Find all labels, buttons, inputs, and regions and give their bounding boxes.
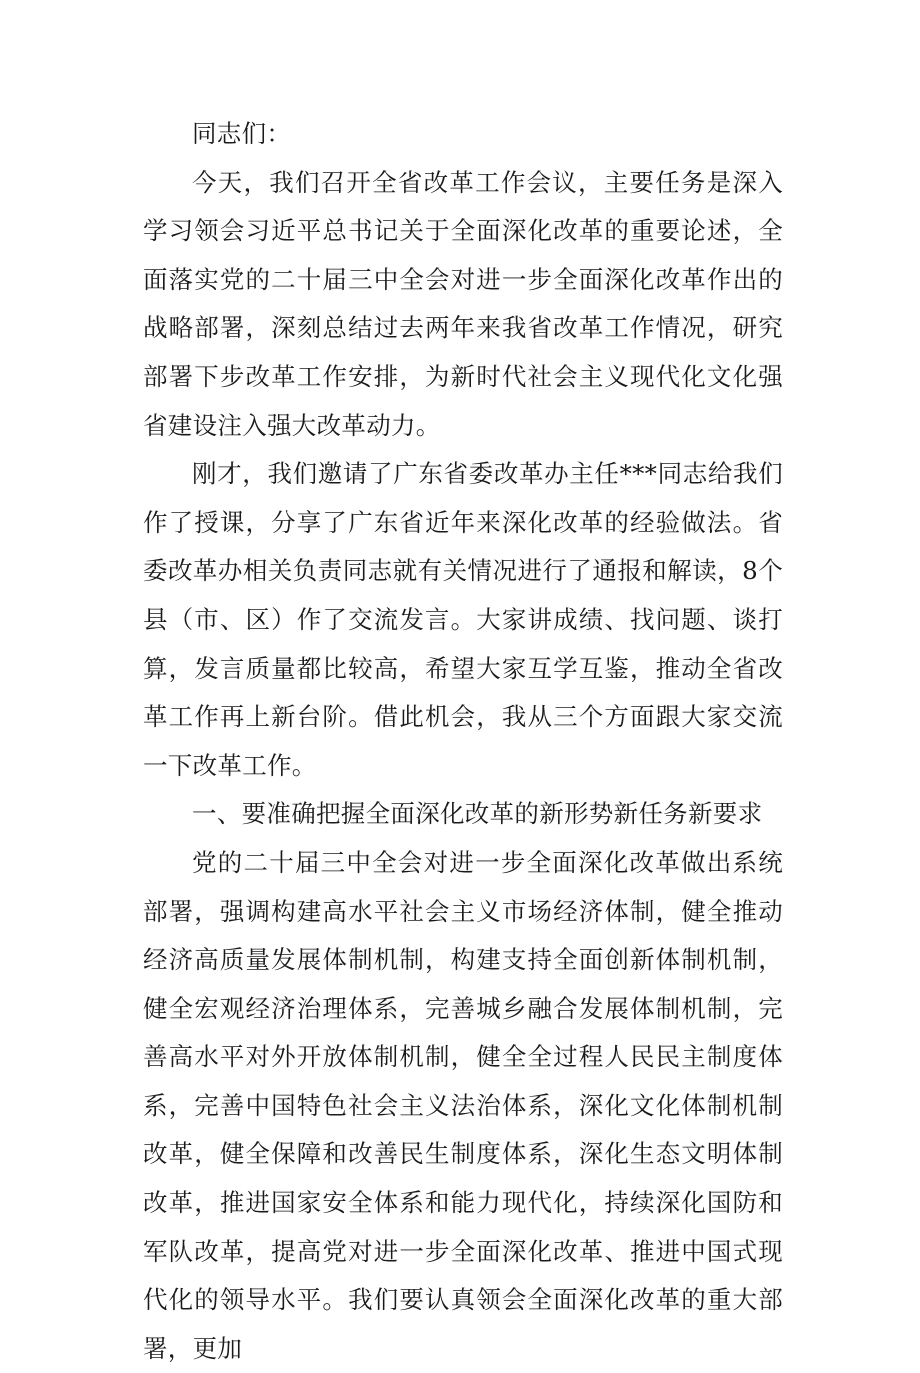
paragraph-section-one: 党的二十届三中全会对进一步全面深化改革做出系统部署，强调构建高水平社会主义市场经济体制，健全推动经济高质量发展体制机制，构建支持全面创新体制机制，健全宏观经济治理体系，完善城乡融合发展体制机制，完善高水平对外开放体制机制，健全全过程人民民主制度体系，完善中国特色社会主义法治体系，深化文化体制机制改革，健全保障和改善民生制度体系，深化生态文明体制改革，推进国家安全体系和能力现代化，持续深化国防和军队改革，提高党对进一步全面深化改革、推进中国式现代化的领导水平。我们要认真领会全面深化改革的重大部署，更加 (143, 847, 783, 1363)
section-heading: 一、要准确把握全面深化改革的新形势新任务新要求 (192, 799, 763, 829)
salutation: 同志们： (192, 119, 292, 148)
paragraph-review: 刚才，我们邀请了广东省委改革办主任***同志给我们作了授课，分享了广东省近年来深化改革的经验做法。省委改革办相关负责同志就有关情况进行了通报和解读，8个县（市、区）作了交流发言。大家讲成绩、找问题、谈打算，发言质量都比较高，希望大家互学互鉴，推动全省改革工作再上新台阶。借此机会，我从三个方面跟大家交流一下改革工作。 (143, 459, 783, 780)
document-body (143, 110, 783, 1373)
paragraph-opening: 今天，我们召开全省改革工作会议，主要任务是深入学习领会习近平总书记关于全面深化改革的重要论述，全面落实党的二十届三中全会对进一步全面深化改革作出的战略部署，深刻总结过去两年来我省改革工作情况，研究部署下步改革工作安排，为新时代社会主义现代化文化强省建设注入强大改革动力。 (143, 167, 783, 440)
